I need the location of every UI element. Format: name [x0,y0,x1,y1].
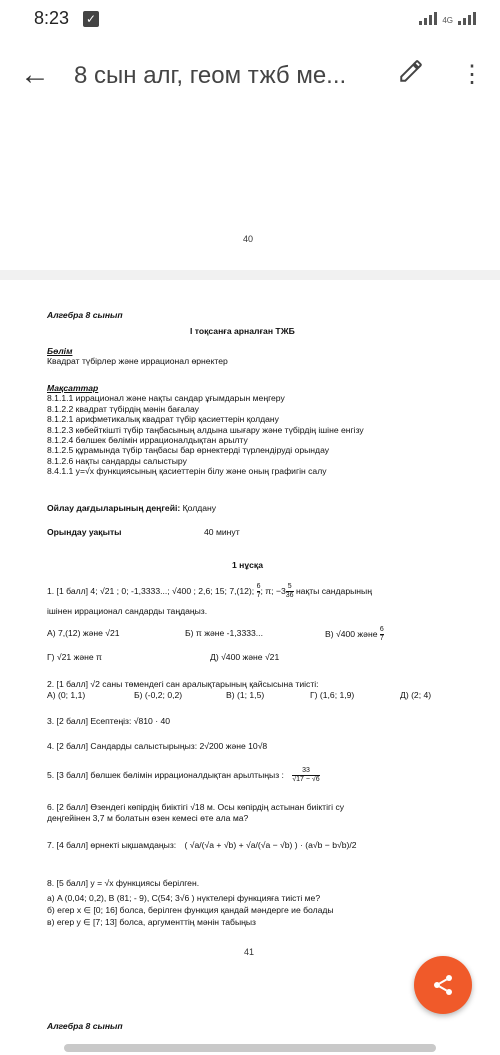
question-7: 7. [4 балл] өрнекті ықшамдаңыз: ( √a/(√a + √b) + √a/(√a − √b) ) · (a√b − b√b)/2 [47,840,357,850]
variant-title: 1 нұсқа [232,560,263,570]
goal-item: 8.1.2.1 арифметикалық квадрат түбір қасиеттерін қолдану [47,414,279,425]
thinking-level: Ойлау дағдыларының деңгейі: Қолдану [47,503,217,513]
q2-option: Б) (-0,2; 0,2) [134,690,183,700]
question-8c: в) егер y ∈ [7; 13] болса, аргументтің мәнін табыңыз [47,917,256,927]
fraction: $\frac{33}{√17 - √6}$ [292,767,320,783]
network-type: 4G [442,16,453,25]
signal-indicators [419,12,476,25]
status-bar [0,0,500,38]
doc-header: Алгебра 8 сынып [47,310,123,320]
share-icon [431,973,455,997]
app-bar [0,38,500,110]
q1-option-d: Г) √21 және π [47,652,102,662]
q1-option-c: В) √400 және $\frac{6}{7}$ [325,626,384,642]
question-1-line2: ішінен иррационал сандарды таңдаңыз. [47,606,208,616]
page-number-41: 41 [244,947,255,957]
page-number-40: 40 [243,234,254,244]
goals-block: Мақсаттар 8.1.1.1 иррационал және нақты сандар ұғымдарын меңгеру 8.1.2.2 квадрат түбірдің мәнін бағалау 8.1.2.1 арифметикалық квадрат түбір қасиеттерін қолдану 8.1.2.3 көбейткішті түбір таңбасының алдына шығару және түбірдің ішіне енгізу 8.1.2.4 бөлшек бөлімін иррационалдықтан арылту 8.1.2.5 құрамында түбір таңбасы бар өрнектерді түрлендіруді орындау 8.1.2.6 нақты сандарды салыстыру 8.4.1.1 y=√x функциясының қасиеттерін білу және оның графигін салу [47,383,364,477]
back-arrow-icon[interactable]: ← [20,58,50,91]
q2-option: В) (1; 1,5) [226,690,265,700]
main-title: І тоқсанға арналған ТЖБ [190,326,295,336]
edit-pencil-icon[interactable] [398,58,424,89]
next-page-header: Алгебра 8 сынып [47,1021,123,1031]
goal-item: 8.1.2.4 бөлшек бөлімін иррационалдықтан арылту [47,435,248,446]
document-title: 8 сын алг, геом тжб ме... [74,62,347,89]
fraction: $\frac{5}{36}$ [285,583,294,599]
page-separator [0,270,500,280]
question-3: 3. [2 балл] Есептеңіз: √810 · 40 [47,716,171,726]
q1-option-b: Б) π және -1,3333... [185,628,263,638]
gesture-nav-bar[interactable] [64,1044,436,1052]
more-options-icon[interactable]: ⋮ [460,61,484,88]
q7-expression: ( √a/(√a + √b) + √a/(√a − √b) ) · (a√b − b√b)/2 [184,840,357,850]
signal-icon [419,12,437,25]
share-button[interactable] [414,956,472,1014]
q2-option: Д) (2; 4) [400,690,432,700]
question-8: 8. [5 балл] y = √x функциясы берілген. [47,878,200,888]
q1-option-a: A) 7,(12) және √21 [47,628,120,638]
time-value: 40 минут [204,527,240,537]
q2-option: Г) (1,6; 1,9) [310,690,355,700]
question-1: 1. [1 балл] 4; √21 ; 0; -1,3333...; √400 ; 2,6; 15; 7,(12); $\frac{6}{7}$; π; −3 $\frac{5}{36}$ нақты сандарының [47,583,372,599]
goal-item: 8.1.2.3 көбейткішті түбір таңбасының алдына шығару және түбірдің ішіне енгізу [47,424,364,435]
fraction: $\frac{6}{7}$ [379,626,384,642]
q2-option: A) (0; 1,1) [47,690,86,700]
question-6-line2: деңгейінен 3,7 м болатын өзен кемесі өте ала ма? [47,813,249,823]
goal-item: 8.1.2.5 құрамында түбір таңбасы бар өрнектерді түрлендіруді орындау [47,445,330,456]
question-2: 2. [1 балл] √2 саны төмендегі сан аралықтарының қайсысына тиісті: [47,679,319,689]
section-block: Бөлім Квадрат түбірлер және иррационал өрнектер [47,346,228,367]
signal-icon-2 [458,12,476,25]
question-5: 5. [3 балл] бөлшек бөлімін иррационалдықтан арылтыңыз : $\frac{33}{√17 - √6}$ [47,767,320,783]
question-6: 6. [2 балл] Өзендегі көпірдің биіктігі √18 м. Осы көпірдің астынан биіктігі су [47,802,345,812]
question-8b: б) егер x ∈ [0; 16] болса, берілген функция қандай мәндерге ие болады [47,905,334,915]
goal-item: 8.1.2.2 квадрат түбірдің мәнін бағалау [47,403,199,414]
goal-item: 8.1.2.6 нақты сандарды салыстыру [47,455,187,466]
question-8a: а) A (0,04; 0,2), B (81; - 9), C(54; 3√6 ) нүктелері функцияға тиісті ме? [47,893,321,903]
status-time: 8:23 [34,8,70,28]
goal-item: 8.4.1.1 y=√x функциясының қасиеттерін білу және оның графигін салу [47,466,327,477]
fraction: $\frac{6}{7}$ [256,583,261,599]
goal-item: 8.1.1.1 иррационал және нақты сандар ұғымдарын меңгеру [47,393,285,404]
check-icon: ✓ [83,11,99,27]
question-4: 4. [2 балл] Сандарды салыстырыңыз: 2√200 және 10√8 [47,741,268,751]
time-label: Орындау уақыты [47,527,122,537]
q1-option-e: Д) √400 және √21 [210,652,280,662]
